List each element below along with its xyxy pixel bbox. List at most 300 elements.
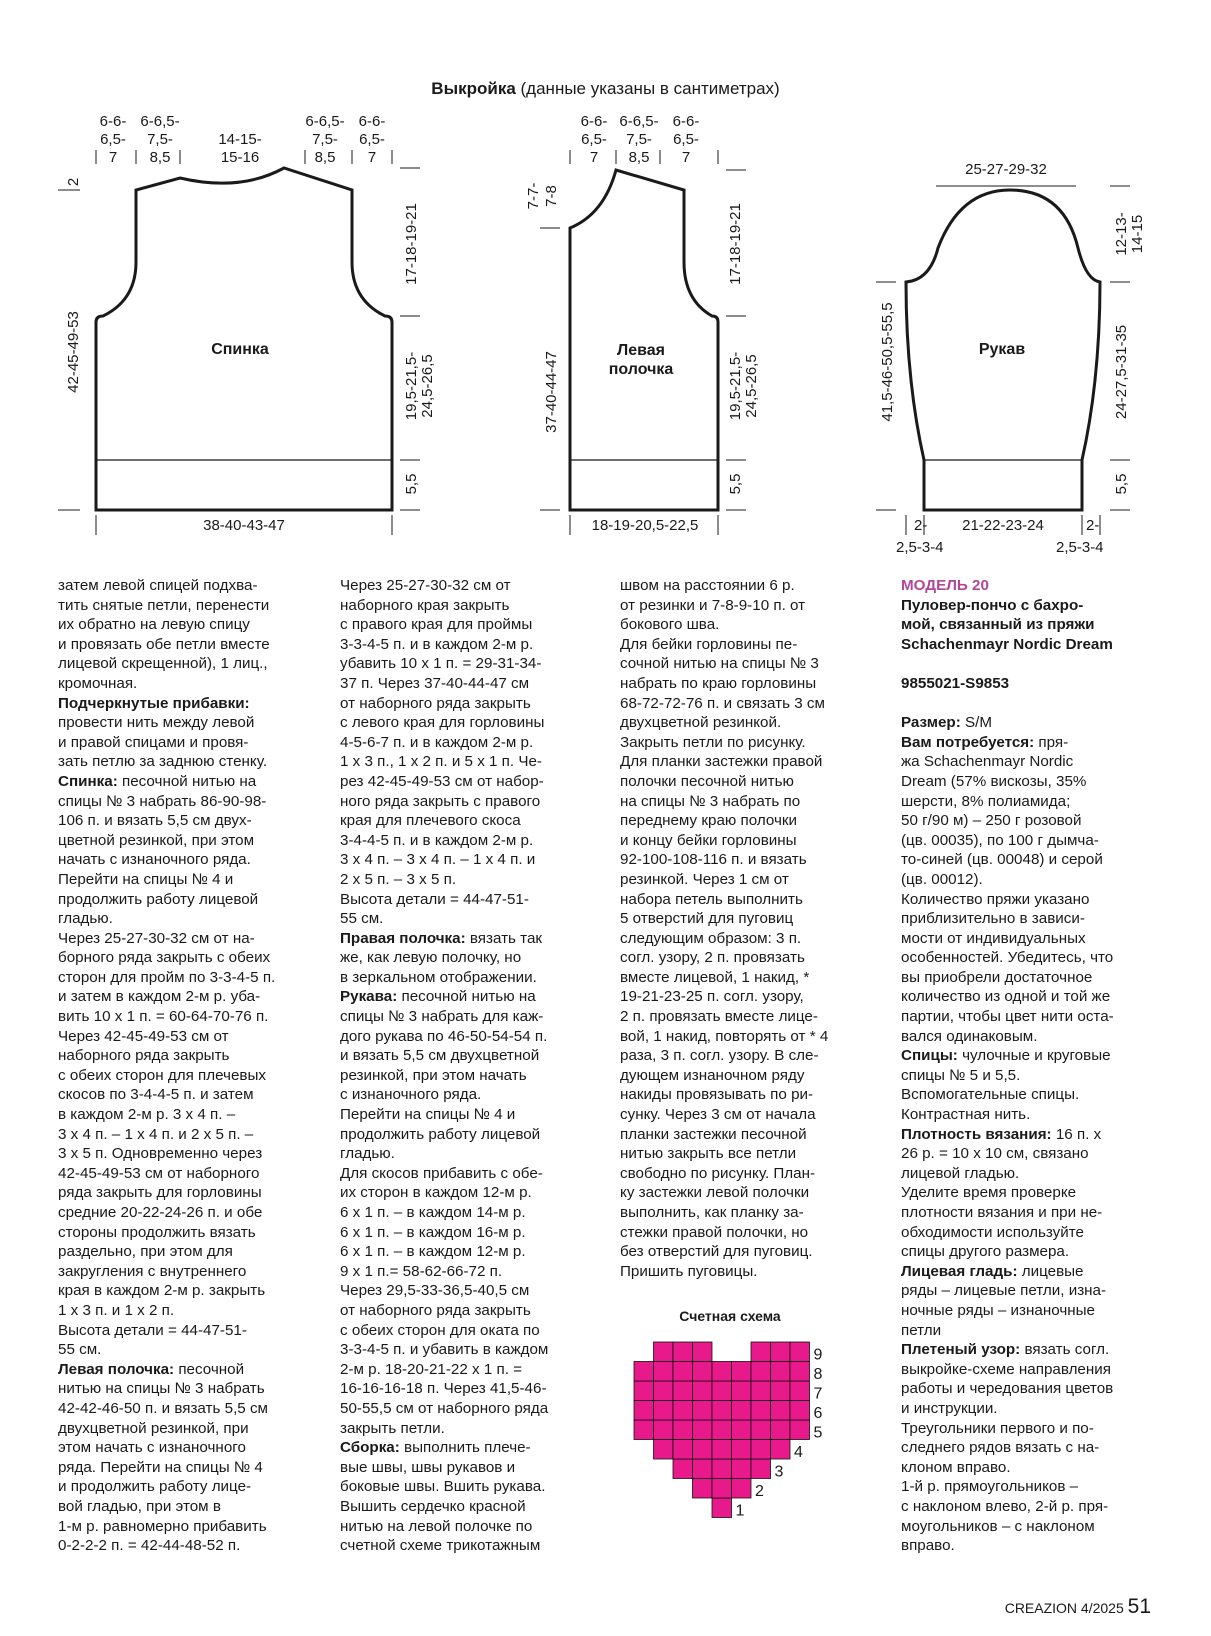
heart-cell bbox=[654, 1381, 674, 1401]
text-line bbox=[620, 654, 828, 674]
text-line-body: 92-100-108-116 п. и вязать bbox=[620, 851, 807, 869]
back-shoulder-right-b-1: 6-6- bbox=[358, 113, 386, 130]
heart-cell bbox=[654, 1440, 674, 1460]
heart-cell bbox=[693, 1420, 713, 1440]
text-line bbox=[58, 1223, 275, 1243]
text-line-body: 3-4-4-5 п. и в каждом 2-м р. bbox=[340, 831, 534, 849]
text-line-body: 16-16-16-18 п. Через 41,5-46- bbox=[340, 1380, 547, 1398]
text-line-heading: Левая полочка: bbox=[58, 1360, 175, 1378]
heart-row-number: 7 bbox=[813, 1385, 823, 1403]
front-body-1: 19,5-21,5- bbox=[727, 351, 744, 421]
text-line-body: следнего рядов вязать с на- bbox=[901, 1439, 1100, 1457]
heart-cell bbox=[693, 1401, 713, 1421]
text-line-body: 37 п. Через 37-40-44-47 см bbox=[340, 674, 530, 692]
text-line-body: вался одинаковым. bbox=[901, 1027, 1038, 1045]
text-line-body: то-синей (цв. 00048) и серой bbox=[901, 851, 1103, 869]
text-line bbox=[901, 811, 1114, 831]
text-line-body: и правой спицами и провя- bbox=[58, 733, 249, 751]
text-line bbox=[901, 772, 1114, 792]
text-line-body: в зеркальном отображении. bbox=[340, 968, 537, 986]
text-line-body: Для планки застежки правой bbox=[620, 753, 823, 771]
text-line-heading: Пуловер-пончо с бахро- bbox=[901, 596, 1084, 614]
text-line-body: начать с изнаночного ряда. bbox=[58, 851, 251, 869]
heart-cell bbox=[673, 1401, 693, 1421]
text-line bbox=[340, 987, 548, 1007]
text-line bbox=[58, 674, 275, 694]
sleeve-cap-2: 14-15 bbox=[1129, 214, 1146, 254]
back-total-height: 42-45-49-53 bbox=[65, 311, 82, 393]
text-line bbox=[620, 890, 828, 910]
text-line-body: Закрыть петли по рисунку. bbox=[620, 733, 806, 751]
text-line-body: двухцветной резинкой, при bbox=[58, 1419, 249, 1437]
text-line bbox=[58, 1477, 275, 1497]
text-line bbox=[58, 1419, 275, 1439]
text-line-body: затем левой спицей подхва- bbox=[58, 577, 258, 594]
text-line-body: плотности вязания и при не- bbox=[901, 1204, 1103, 1221]
front-armhole: 17-18-19-21 bbox=[727, 203, 744, 285]
front-shoulder-a-2: 6,5- bbox=[581, 131, 607, 148]
text-line bbox=[620, 772, 828, 792]
text-line bbox=[620, 870, 828, 890]
text-line bbox=[901, 850, 1114, 870]
text-line-body: Для бейки горловины пе- bbox=[620, 635, 798, 653]
text-line-body bbox=[901, 655, 905, 672]
text-line-body: песочной нитью на bbox=[117, 772, 257, 790]
text-line-body: убавить 10 х 1 п. = 29-31-34- bbox=[340, 655, 542, 673]
text-line-body: их сторон в каждом 12-м р. bbox=[340, 1184, 532, 1202]
text-line bbox=[620, 615, 828, 635]
text-line-body: этом начать с изнаночного bbox=[58, 1439, 246, 1457]
front-shoulder-c-3: 7 bbox=[681, 149, 691, 166]
text-line-body: боковые швы. Вшить рукава. bbox=[340, 1478, 546, 1496]
heart-cell bbox=[751, 1401, 771, 1421]
text-line bbox=[340, 1301, 548, 1321]
text-line bbox=[340, 635, 548, 655]
text-line-body: приблизительно в зависи- bbox=[901, 910, 1085, 928]
heart-cell bbox=[634, 1420, 654, 1440]
text-line bbox=[340, 870, 548, 890]
text-line bbox=[340, 1497, 548, 1517]
text-line-body: ного ряда закрыть с правого bbox=[340, 792, 541, 810]
text-line bbox=[58, 1262, 275, 1282]
text-line-body: Через 25-27-30-32 см от на- bbox=[58, 929, 255, 947]
text-line-heading: 9855021-S9853 bbox=[901, 674, 1010, 692]
text-line-body: нитью на спицы № 3 набрать bbox=[58, 1380, 265, 1398]
text-line bbox=[620, 1125, 828, 1145]
heart-row-number: 4 bbox=[794, 1444, 803, 1461]
text-line-body: 50-55,5 см от наборного ряда bbox=[340, 1399, 549, 1417]
text-line bbox=[340, 1144, 548, 1164]
text-line bbox=[901, 1085, 1114, 1105]
text-line bbox=[620, 987, 828, 1007]
text-line-body: 55 см. bbox=[58, 1341, 102, 1359]
text-line-body: вязать согл. bbox=[1020, 1341, 1110, 1359]
text-line bbox=[901, 576, 1114, 596]
text-line bbox=[58, 596, 275, 616]
text-line bbox=[340, 1242, 548, 1262]
text-line-body: 3 х 4 п. – 1 х 4 п. и 2 х 5 п. – bbox=[58, 1125, 254, 1143]
text-line bbox=[58, 576, 275, 596]
heart-row-number: 6 bbox=[813, 1405, 823, 1422]
heart-row-number: 5 bbox=[813, 1424, 823, 1442]
text-line-body: чулочные и круговые bbox=[957, 1047, 1111, 1065]
sleeve-bottom-left-2: 2,5-3-4 bbox=[896, 539, 944, 556]
text-line-body: лицевой гладью. bbox=[901, 1164, 1020, 1182]
text-line-body: борного ряда закрыть с обеих bbox=[58, 949, 271, 967]
text-line bbox=[340, 1360, 548, 1380]
text-line bbox=[58, 1399, 275, 1419]
text-line-body: Контрастная нить. bbox=[901, 1106, 1031, 1124]
text-line bbox=[901, 987, 1114, 1007]
text-line-body: 1-й р. прямоугольников – bbox=[901, 1478, 1079, 1496]
text-line bbox=[901, 596, 1114, 616]
text-line-body: вить 10 х 1 п. = 60-64-70-76 п. bbox=[58, 1008, 269, 1026]
heart-cell bbox=[771, 1362, 791, 1382]
text-line bbox=[620, 909, 828, 929]
text-line bbox=[340, 1203, 548, 1223]
text-line bbox=[901, 1477, 1114, 1497]
text-line-body: двухцветной резинкой. bbox=[620, 714, 782, 732]
text-line-body: работы и чередования цветов bbox=[901, 1380, 1114, 1398]
back-label: Спинка bbox=[211, 341, 269, 358]
text-line bbox=[58, 1125, 275, 1145]
text-line-body: средние 20-22-24-26 п. и обе bbox=[58, 1204, 263, 1221]
heart-cell bbox=[712, 1420, 732, 1440]
text-line-body: мости от индивидуальных bbox=[901, 929, 1086, 947]
heart-cell bbox=[790, 1342, 810, 1362]
back-shoulder-right-a-2: 7,5- bbox=[312, 131, 338, 148]
text-line bbox=[620, 635, 828, 655]
text-line-body: без отверстий для пуговиц. bbox=[620, 1243, 813, 1261]
text-line bbox=[901, 1379, 1114, 1399]
text-column-4 bbox=[901, 576, 1114, 1556]
text-line-body: полочки песочной нитью bbox=[620, 772, 794, 790]
text-line bbox=[901, 1007, 1114, 1027]
text-line bbox=[340, 1085, 548, 1105]
text-line bbox=[58, 1066, 275, 1086]
text-line bbox=[58, 1321, 275, 1341]
text-line bbox=[340, 792, 548, 812]
front-neck-depth-2: 7-8 bbox=[543, 185, 560, 207]
text-line bbox=[58, 1105, 275, 1125]
text-line-body: края для плечевого скоса bbox=[340, 812, 521, 830]
text-line bbox=[58, 1360, 275, 1380]
heart-cell bbox=[712, 1381, 732, 1401]
text-line bbox=[340, 1125, 548, 1145]
text-line bbox=[901, 1360, 1114, 1380]
text-line-body: жа Schachenmayr Nordic bbox=[901, 753, 1074, 771]
text-line-body: Вспомогательные спицы. bbox=[901, 1086, 1080, 1104]
text-line-body: дующем изнаночном ряду bbox=[620, 1066, 805, 1084]
text-line-body: 19-21-23-25 п. согл. узору, bbox=[620, 988, 804, 1006]
text-line bbox=[340, 1438, 548, 1458]
text-line bbox=[340, 831, 548, 851]
text-line bbox=[58, 733, 275, 753]
text-line-body: 1 х 3 п. и 1 х 2 п. bbox=[58, 1301, 175, 1319]
text-line bbox=[901, 1419, 1114, 1439]
text-line-body: рез 42-45-49-53 см от набор- bbox=[340, 772, 544, 790]
page-footer bbox=[1005, 1595, 1151, 1619]
text-line-body: 50 г/90 м) – 250 г розовой bbox=[901, 812, 1082, 830]
heart-cell bbox=[751, 1342, 771, 1362]
text-line bbox=[58, 1517, 275, 1537]
text-line-body: сторон для пройм по 3-3-4-5 п. bbox=[58, 968, 276, 986]
text-line bbox=[340, 1517, 548, 1537]
text-line bbox=[58, 850, 275, 870]
heart-cell bbox=[771, 1440, 791, 1460]
text-line bbox=[340, 1379, 548, 1399]
text-line bbox=[340, 1477, 548, 1497]
text-line bbox=[901, 1066, 1114, 1086]
text-line-body: 1 х 3 п., 1 х 2 п. и 5 х 1 п. Че- bbox=[340, 753, 542, 771]
text-line bbox=[58, 1497, 275, 1517]
text-line bbox=[901, 890, 1114, 910]
text-line bbox=[620, 596, 828, 616]
heart-cell bbox=[771, 1342, 791, 1362]
text-line-body: Перейти на спицы № 4 и bbox=[58, 870, 234, 888]
heart-cell bbox=[790, 1381, 810, 1401]
text-line-body: 1-м р. равномерно прибавить bbox=[58, 1517, 267, 1535]
text-line bbox=[58, 654, 275, 674]
text-line-body: 106 п. и вязать 5,5 см двух- bbox=[58, 812, 252, 830]
pattern-title-note: (данные указаны в сантиметрах) bbox=[515, 79, 780, 98]
text-line-body: согл. узору, 2 п. провязать bbox=[620, 949, 805, 967]
text-line-body: дого рукава по 46-50-54-54 п. bbox=[340, 1027, 548, 1045]
text-line bbox=[620, 1066, 828, 1086]
text-line-body: продолжить работу лицевой bbox=[58, 890, 259, 908]
text-line bbox=[58, 1281, 275, 1301]
text-line-body: Перейти на спицы № 4 и bbox=[340, 1106, 516, 1124]
text-line-body: ряды – лицевые петли, изна- bbox=[901, 1282, 1107, 1300]
text-line-body: бокового шва. bbox=[620, 616, 720, 634]
text-line bbox=[340, 615, 548, 635]
text-line-heading: Правая полочка: bbox=[340, 929, 466, 947]
text-line-body: с обеих сторон для плечевых bbox=[58, 1066, 266, 1084]
text-line-body: 3-3-4-5 п. и убавить в каждом bbox=[340, 1341, 549, 1359]
text-line bbox=[58, 1301, 275, 1321]
text-line-body: (цв. 00035), по 100 г дымча- bbox=[901, 831, 1099, 849]
heart-cell bbox=[654, 1342, 674, 1362]
text-line-body: следующим образом: 3 п. bbox=[620, 929, 802, 947]
text-line bbox=[901, 615, 1114, 635]
heart-cell bbox=[751, 1420, 771, 1440]
text-line bbox=[901, 713, 1114, 733]
text-line-heading: Подчеркнутые прибавки: bbox=[58, 694, 250, 712]
back-neck-depth: 2 bbox=[65, 177, 82, 187]
heart-cell bbox=[751, 1362, 771, 1382]
heart-cell bbox=[790, 1362, 810, 1382]
heart-row-number: 8 bbox=[813, 1366, 823, 1383]
sleeve-rib: 5,5 bbox=[1113, 473, 1130, 495]
text-line bbox=[340, 1399, 548, 1419]
text-line bbox=[340, 694, 548, 714]
text-line-body: вязать так bbox=[465, 929, 543, 947]
text-line-body: 6 х 1 п. – в каждом 16-м р. bbox=[340, 1223, 526, 1241]
text-line-heading: Спинка: bbox=[58, 772, 118, 790]
back-outline bbox=[96, 168, 392, 510]
text-line-body: планки застежки песочной bbox=[620, 1125, 807, 1143]
text-line-body: накиды провязывать по ри- bbox=[620, 1086, 814, 1104]
front-label-2: полочка bbox=[608, 361, 674, 378]
text-line bbox=[620, 1144, 828, 1164]
back-shoulder-right-a-3: 8,5 bbox=[314, 149, 336, 166]
text-line-body: продолжить работу лицевой bbox=[340, 1125, 541, 1143]
pattern-diagrams bbox=[0, 0, 1211, 560]
text-line-body: гладью. bbox=[58, 910, 113, 928]
text-line-heading: Рукава: bbox=[340, 988, 398, 1006]
text-line bbox=[901, 1301, 1114, 1321]
text-line-body: свободно по рисунку. План- bbox=[620, 1164, 816, 1182]
model-label: МОДЕЛЬ 20 bbox=[901, 577, 989, 594]
text-line bbox=[340, 1340, 548, 1360]
text-line bbox=[620, 674, 828, 694]
text-column-2 bbox=[340, 576, 548, 1556]
text-line-body: швом на расстоянии 6 р. bbox=[620, 577, 795, 594]
text-line bbox=[58, 987, 275, 1007]
text-line bbox=[340, 1458, 548, 1478]
text-line bbox=[58, 772, 275, 792]
text-line-body: Пришить пуговицы. bbox=[620, 1262, 758, 1280]
text-line-body: провести нить между левой bbox=[58, 714, 255, 732]
front-label-1: Левая bbox=[617, 342, 665, 359]
text-line-body: вправо. bbox=[901, 1537, 955, 1555]
text-line-body: резинкой. Через 1 см от bbox=[620, 870, 789, 888]
text-line-body: песочной нитью на bbox=[397, 988, 536, 1006]
text-line bbox=[901, 1105, 1114, 1125]
text-line-body: и вязать 5,5 см двухцветной bbox=[340, 1047, 540, 1065]
text-line-body: Количество пряжи указано bbox=[901, 890, 1090, 908]
heart-cell bbox=[751, 1440, 771, 1460]
text-line-body: лицевые bbox=[1017, 1262, 1084, 1280]
text-line bbox=[620, 1085, 828, 1105]
text-line-body: ку застежки левой полочки bbox=[620, 1184, 810, 1202]
text-line bbox=[901, 909, 1114, 929]
text-line-body: с правого края для проймы bbox=[340, 616, 533, 634]
text-line-body: клоном вправо. bbox=[901, 1458, 1011, 1476]
text-line bbox=[901, 1183, 1114, 1203]
text-column-1 bbox=[58, 576, 275, 1556]
text-line-body: спицы № 5 и 5,5. bbox=[901, 1066, 1021, 1084]
heart-cell bbox=[712, 1401, 732, 1421]
sleeve-label: Рукав bbox=[978, 341, 1026, 358]
text-line-body: вой гладью, при этом в bbox=[58, 1497, 221, 1515]
heart-cell bbox=[673, 1342, 693, 1362]
text-line bbox=[58, 1379, 275, 1399]
sleeve-cap-1: 12-13- bbox=[1113, 212, 1130, 256]
sleeve-bottom-right-1: 2- bbox=[1086, 517, 1100, 534]
text-line bbox=[58, 635, 275, 655]
heart-cell bbox=[732, 1362, 752, 1382]
text-line bbox=[58, 1046, 275, 1066]
text-line-heading: мой, связанный из пряжи bbox=[901, 616, 1095, 634]
text-line bbox=[901, 694, 1114, 714]
text-line-body: наборного ряда закрыть bbox=[58, 1047, 230, 1065]
text-line-body: 3 х 4 п. – 3 х 4 п. – 1 х 4 п. и bbox=[340, 851, 536, 869]
text-line-body: вы приобрели достаточное bbox=[901, 968, 1093, 986]
text-line bbox=[58, 615, 275, 635]
text-line bbox=[58, 1458, 275, 1478]
text-line bbox=[620, 811, 828, 831]
text-line-body: пря- bbox=[1034, 733, 1069, 751]
text-line-heading: Плотность вязания: bbox=[901, 1125, 1052, 1143]
text-line-body: в каждом 2-м р. 3 х 4 п. – bbox=[58, 1106, 236, 1124]
text-line bbox=[901, 792, 1114, 812]
text-line-body: спицы № 3 набрать для каж- bbox=[340, 1008, 544, 1026]
text-line-body: выполнить, как планку за- bbox=[620, 1204, 804, 1221]
text-line-heading: Вам потребуется: bbox=[901, 733, 1035, 751]
front-shoulder-c-2: 6,5- bbox=[673, 131, 699, 148]
text-line bbox=[901, 1281, 1114, 1301]
text-line bbox=[58, 1027, 275, 1047]
text-line-body: 0-2-2-2 п. = 42-44-48-52 п. bbox=[58, 1537, 241, 1555]
text-line bbox=[58, 909, 275, 929]
text-line-body: цветной резинкой, при этом bbox=[58, 831, 255, 849]
text-line bbox=[620, 1262, 828, 1282]
text-line-body: ряда. Перейти на спицы № 4 bbox=[58, 1458, 263, 1476]
magazine-issue: CREAZION 4/2025 bbox=[1004, 1600, 1128, 1616]
heart-cell bbox=[751, 1459, 771, 1479]
sleeve-top-width: 25-27-29-32 bbox=[965, 161, 1047, 178]
text-line bbox=[901, 968, 1114, 988]
text-line bbox=[901, 635, 1114, 655]
text-line bbox=[340, 1321, 548, 1341]
heart-cell bbox=[654, 1401, 674, 1421]
heart-cell bbox=[673, 1420, 693, 1440]
text-line bbox=[620, 733, 828, 753]
back-shoulder-left-a-2: 6,5- bbox=[100, 131, 126, 148]
text-line bbox=[901, 1164, 1114, 1184]
text-line-body: и затем в каждом 2-м р. уба- bbox=[58, 988, 261, 1006]
text-line-body: Для скосов прибавить с обе- bbox=[340, 1164, 543, 1182]
back-neck-2: 15-16 bbox=[220, 149, 260, 166]
text-line-body: наборного края закрыть bbox=[340, 596, 510, 614]
text-line-heading: Schachenmayr Nordic Dream bbox=[901, 635, 1113, 653]
heart-cell bbox=[693, 1440, 713, 1460]
text-line-body: 5 отверстий для пуговиц bbox=[620, 910, 794, 928]
heart-cell bbox=[732, 1381, 752, 1401]
heart-cell bbox=[712, 1479, 732, 1499]
text-line bbox=[340, 948, 548, 968]
sleeve-bottom-width: 21-22-23-24 bbox=[962, 517, 1044, 534]
text-line-body: 6 х 1 п. – в каждом 12-м р. bbox=[340, 1243, 526, 1261]
heart-cell bbox=[693, 1381, 713, 1401]
heart-cell bbox=[634, 1401, 654, 1421]
front-shoulder-a-3: 7 bbox=[589, 149, 599, 166]
back-shoulder-left-a-1: 6-6- bbox=[99, 113, 127, 130]
text-line bbox=[620, 1203, 828, 1223]
text-line-body: Высота детали = 44-47-51- bbox=[340, 890, 529, 908]
text-line bbox=[901, 1497, 1114, 1517]
text-line bbox=[901, 870, 1114, 890]
text-line-body: выкройке-схеме направления bbox=[901, 1360, 1111, 1378]
text-line-body: 3-3-4-5 п. и в каждом 2-м р. bbox=[340, 635, 534, 653]
text-line-body: 42-42-46-50 п. и вязать 5,5 см bbox=[58, 1399, 268, 1417]
text-line bbox=[58, 811, 275, 831]
heart-row-number: 9 bbox=[813, 1346, 823, 1364]
text-line bbox=[901, 1438, 1114, 1458]
text-line-body: стороны продолжить вязать bbox=[58, 1223, 256, 1241]
text-line bbox=[58, 929, 275, 949]
text-line bbox=[901, 1242, 1114, 1262]
text-line bbox=[620, 1183, 828, 1203]
heart-cell bbox=[654, 1420, 674, 1440]
back-width: 38-40-43-47 bbox=[203, 517, 285, 534]
text-line bbox=[620, 1242, 828, 1262]
text-line-body: 2-м р. 18-20-21-22 х 1 п. = bbox=[340, 1360, 523, 1378]
heart-cell bbox=[790, 1420, 810, 1440]
heart-cell bbox=[732, 1420, 752, 1440]
text-line-body: Dream (57% вискозы, 35% bbox=[901, 772, 1087, 790]
